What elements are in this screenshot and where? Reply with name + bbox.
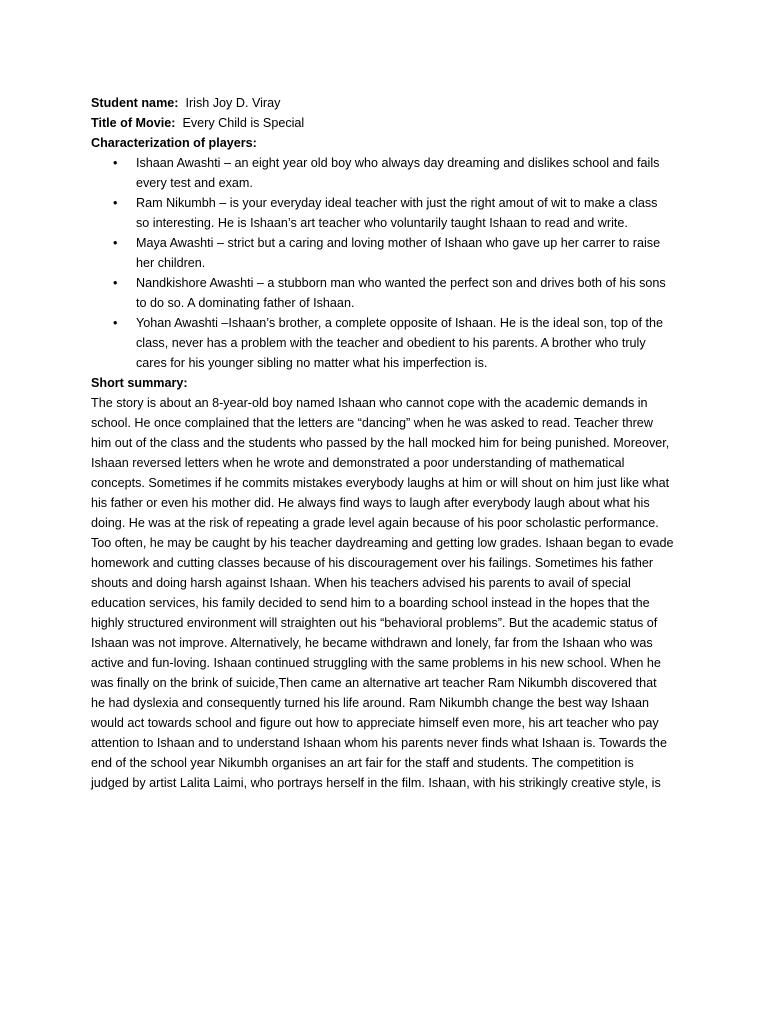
summary-line: concepts. Sometimes if he commits mistakes everybody laughs at him or will shout on him just like what — [91, 476, 670, 490]
summary-line: attention to Ishaan and to understand Ishaan whom his parents never finds what Ishaan is. Towards the — [91, 736, 667, 750]
summary-heading: Short summary: — [91, 376, 188, 390]
summary-line: active and fun-loving. Ishaan continued struggling with the same problems in his new school. When he — [91, 656, 661, 670]
character-description-line: to do so. A dominating father of Ishaan. — [136, 296, 355, 310]
summary-line: doing. He was at the risk of repeating a grade level again because of his poor scholastic performance. — [91, 516, 659, 530]
summary-line: Ishaan was not improve. Alternatively, he became withdrawn and lonely, far from the Ishaan who was — [91, 636, 653, 650]
character-description-line: so interesting. He is Ishaan’s art teacher who voluntarily taught Ishaan to read and write. — [136, 216, 628, 230]
character-list-item — [91, 153, 681, 193]
document-body — [91, 93, 681, 793]
character-description-line: Nandkishore Awashti – a stubborn man who wanted the perfect son and drives both of his sons — [136, 276, 666, 290]
bullet-icon: • — [113, 276, 118, 290]
student-name-value: Irish Joy D. Viray — [185, 96, 281, 110]
character-description-line: her children. — [136, 256, 206, 270]
summary-line: Ishaan reversed letters when he wrote and demonstrated a poor understanding of mathematical — [91, 456, 625, 470]
student-name-line — [91, 93, 681, 113]
summary-line: was finally on the brink of suicide,Then came an alternative art teacher Ram Nikumbh discovered that — [91, 676, 657, 690]
character-list-item — [91, 233, 681, 273]
summary-line: judged by artist Lalita Laimi, who portrays herself in the film. Ishaan, with his strikingly creative style, is — [91, 776, 661, 790]
character-list-item — [91, 313, 681, 373]
movie-title-line — [91, 113, 681, 133]
summary-line: shouts and doing harsh against Ishaan. When his teachers advised his parents to avail of special — [91, 576, 631, 590]
character-description-line: Ram Nikumbh – is your everyday ideal teacher with just the right amout of wit to make a class — [136, 196, 658, 210]
summary-line: he had dyslexia and consequently turned his life around. Ram Nikumbh change the best way Ishaan — [91, 696, 649, 710]
summary-line: would act towards school and figure out how to appreciate himself even more, his art teacher who pay — [91, 716, 659, 730]
character-description-line: Ishaan Awashti – an eight year old boy who always day dreaming and dislikes school and fails — [136, 156, 660, 170]
bullet-icon: • — [113, 316, 118, 330]
character-description-line: cares for his younger sibling no matter what his imperfection is. — [136, 356, 488, 370]
summary-line: Too often, he may be caught by his teacher daydreaming and getting low grades. Ishaan began to evade — [91, 536, 674, 550]
character-list-item — [91, 193, 681, 233]
character-list-item — [91, 273, 681, 313]
character-description-line: Yohan Awashti –Ishaan’s brother, a complete opposite of Ishaan. He is the ideal son, top of the — [136, 316, 663, 330]
summary-line: school. He once complained that the letters are “dancing” when he was asked to read. Teacher threw — [91, 416, 653, 430]
summary-line: highly structured environment will straighten out his “behavioral problems”. But the academic status of — [91, 616, 658, 630]
summary-paragraph — [91, 393, 681, 793]
summary-line: homework and cutting classes because of his discouragement over his failings. Sometimes his father — [91, 556, 654, 570]
bullet-icon: • — [113, 156, 118, 170]
character-description-line: Maya Awashti – strict but a caring and loving mother of Ishaan who gave up her carrer to raise — [136, 236, 661, 250]
character-description-line: every test and exam. — [136, 176, 253, 190]
summary-line: his father or even his mother did. He always find ways to laugh after everybody laugh about what his — [91, 496, 650, 510]
movie-title-label: Title of Movie: — [91, 116, 176, 130]
summary-line: education services, his family decided to send him to a boarding school instead in the hopes that the — [91, 596, 650, 610]
characterization-list — [91, 153, 681, 373]
bullet-icon: • — [113, 236, 118, 250]
summary-line: The story is about an 8-year-old boy named Ishaan who cannot cope with the academic demands in — [91, 396, 648, 410]
student-name-label: Student name: — [91, 96, 179, 110]
summary-line: end of the school year Nikumbh organises an art fair for the staff and students. The competition is — [91, 756, 634, 770]
bullet-icon: • — [113, 196, 118, 210]
movie-title-value: Every Child is Special — [182, 116, 305, 130]
character-description-line: class, never has a problem with the teacher and obedient to his parents. A brother who truly — [136, 336, 646, 350]
summary-line: him out of the class and the students who passed by the hall mocked him for being punished. Moreover, — [91, 436, 670, 450]
characterization-heading: Characterization of players: — [91, 136, 257, 150]
